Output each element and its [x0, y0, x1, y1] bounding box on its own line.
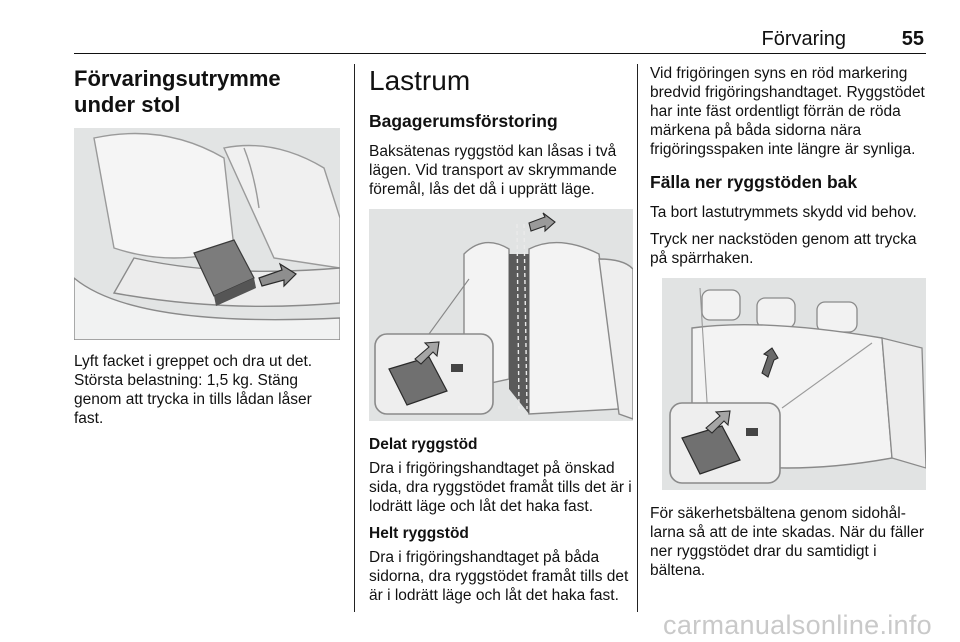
release-marker-text: Vid frigöringen syns en röd markering bredvid frigöringshandtaget. Ryggstödet har inte fäst ordentligt förrän de röda märkena på båda sidorna nära frigöringsspaken inte längre är synliga.	[650, 65, 925, 158]
full-backrest-heading: Helt ryggstöd	[369, 525, 469, 542]
column-cargo	[369, 64, 633, 613]
column-fold-seats	[650, 64, 928, 588]
page-number: 55	[901, 28, 924, 50]
fold-seat-illustration	[662, 278, 926, 490]
push-headrests-text: Tryck ner nackstöden genom att trycka på spärrhaken.	[650, 231, 917, 267]
header-rule	[74, 53, 926, 54]
watermark: carmanualsonline.info	[663, 610, 932, 640]
seatbelt-guide-text: För säkerhetsbältena genom sidohållarna så att de inte skadas. När du fäller ner ryggstödet drar du samtidigt i bältena.	[650, 505, 924, 579]
page-header	[74, 24, 926, 54]
split-backrest-heading: Delat ryggstöd	[369, 436, 478, 453]
full-backrest-text: Dra i frigöringshandtaget på båda sidorna, dra ryggstödet framåt tills det är i lodrätt läge och låt det haka fast.	[369, 549, 629, 604]
cargo-expansion-heading: Bagagerumsförstoring	[369, 111, 558, 131]
section-title: Förvaring	[761, 28, 846, 50]
seat-storage-heading: Förvaringsutrymme under stol	[74, 66, 281, 117]
fold-backrests-heading: Fälla ner ryggstöden bak	[650, 172, 858, 192]
cargo-heading: Lastrum	[369, 65, 471, 96]
cargo-intro-text: Baksätenas ryggstöd kan låsas i två lägen. Vid transport av skrymmande föremål, lås det då i upprätt läge.	[369, 143, 617, 198]
column-divider	[354, 64, 355, 612]
column-seat-storage	[74, 64, 340, 436]
split-backrest-text: Dra i frigöringshandtaget på önskad sida, dra ryggstödet framåt tills det är i lodrätt läge och låt det haka fast.	[369, 460, 632, 515]
split-seat-illustration	[369, 209, 633, 421]
remove-cover-text: Ta bort lastutrymmets skydd vid behov.	[650, 204, 917, 221]
seat-storage-text: Lyft facket i greppet och dra ut det. Största belastning: 1,5 kg. Stäng genom att trycka in tills lådan låser fast.	[74, 353, 313, 427]
column-divider	[637, 64, 638, 612]
seat-storage-illustration	[74, 128, 340, 340]
